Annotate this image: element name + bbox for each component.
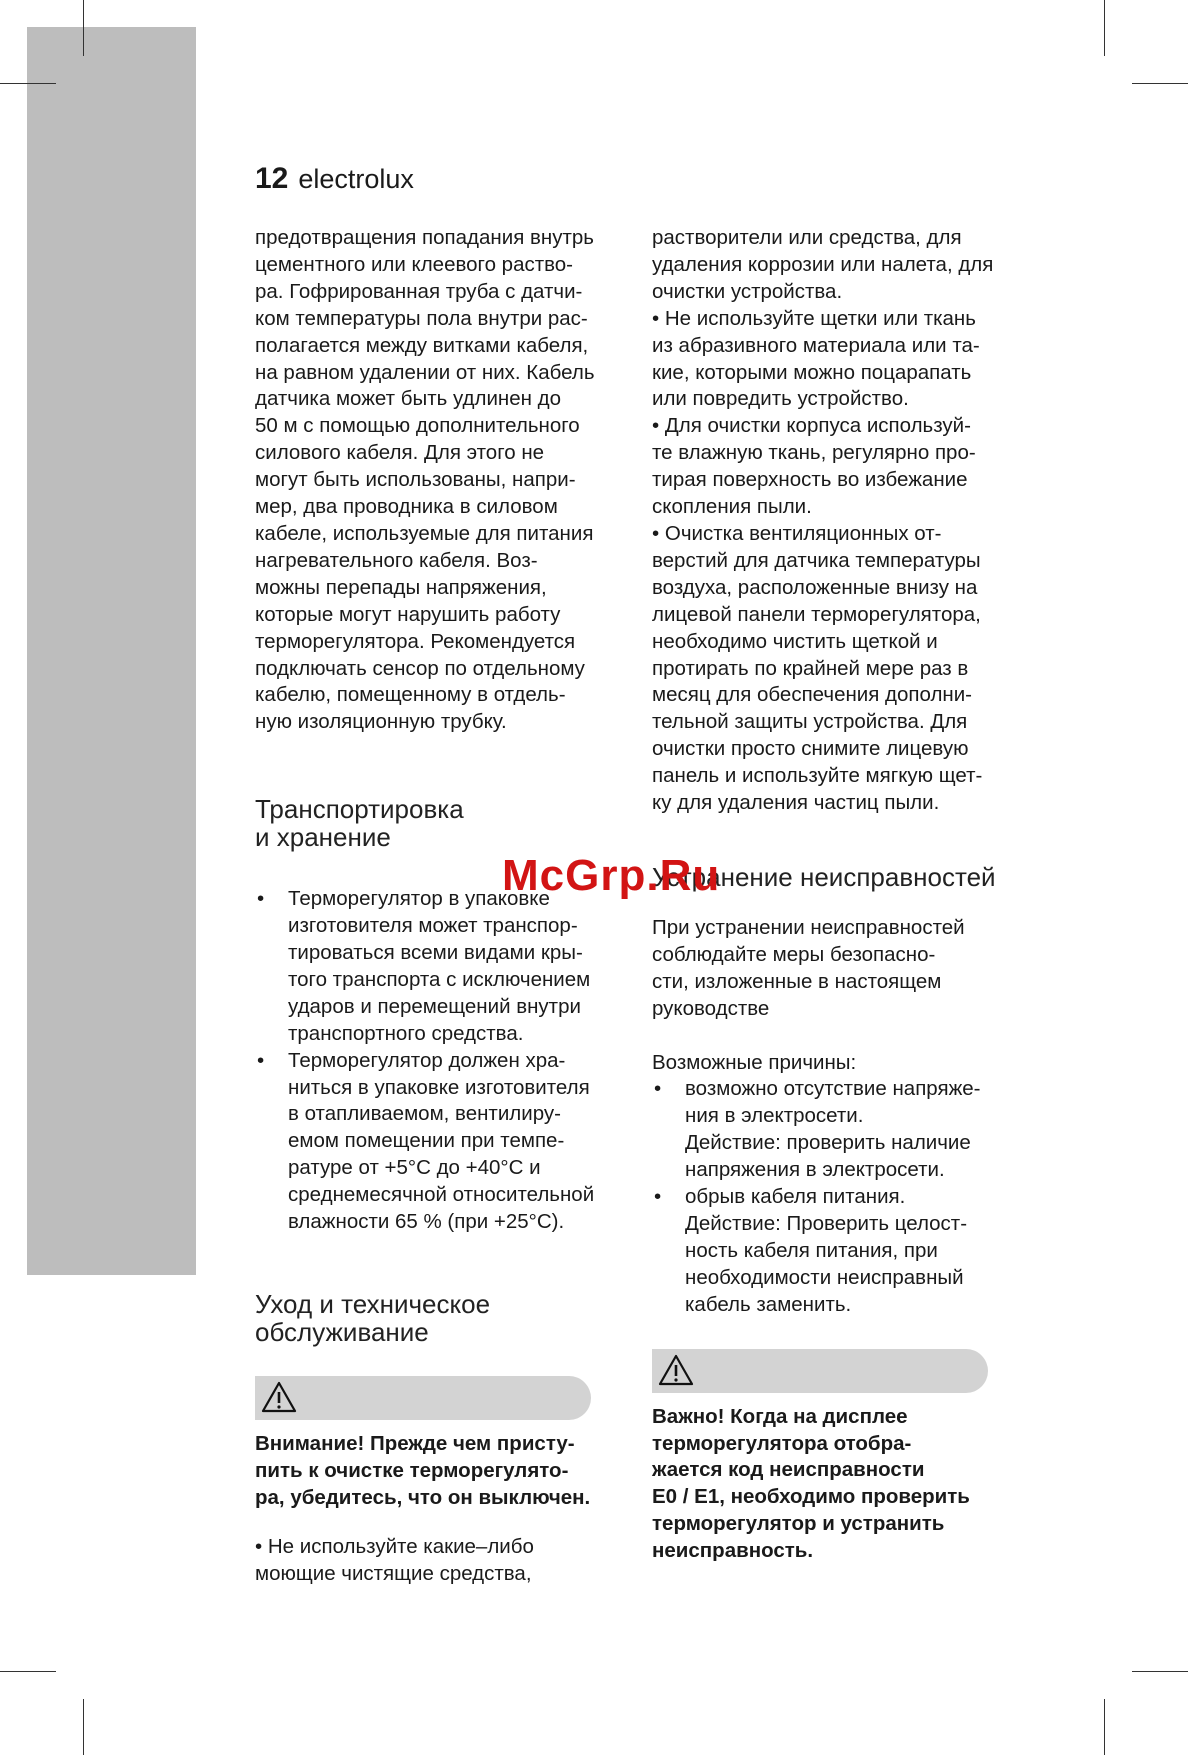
heading-line: Уход и техническое [255,1289,491,1319]
page-number: 12 [255,162,289,195]
text-line: • Не используйте какие–либо [255,1534,534,1558]
text-line: силового кабеля. Для этого не [255,441,545,465]
text-line: Действие: проверить наличие [685,1131,971,1155]
text-line: того транспорта с исключением [288,967,591,991]
text-line: • Для очистки корпуса используй- [652,414,971,438]
text-line: транспортного средства. [288,1021,524,1045]
text-line: цементного или клеевого раство- [255,252,574,276]
text-line: предотвращения попадания внутрь [255,226,594,249]
text-line: которые могут нарушить работу [255,602,561,626]
text-line: кие, которыми можно поцарапать [652,360,972,384]
text-line: тироваться всеми видами кры- [288,941,583,965]
side-tab-band [27,27,196,1275]
text-line: скопления пыли. [652,495,812,519]
text-line: полагается между витками кабеля, [255,333,589,357]
text-line: тирая поверхность во избежание [652,468,968,492]
text-line: Действие: Проверить целост- [685,1212,968,1235]
text-line: возможно отсутствие напряже- [685,1077,981,1101]
list-item [255,886,627,1047]
text-line: кабель заменить. [685,1292,852,1316]
section-heading-troubleshooting: Устранение неисправностей [652,861,996,892]
text-line: ниться в упаковке изготовителя [288,1075,590,1099]
text-line: • Не используйте щетки или ткань [652,306,976,330]
text-line: изготовителя может транспор- [288,914,578,938]
causes-label: Возможные причины: [652,1050,857,1074]
page-header [255,162,414,196]
text-line: Важно! Когда на дисплее [652,1404,908,1428]
text-line: нагревательного кабеля. Воз- [255,548,538,572]
text-line: ра. Гофрированная труба с датчи- [255,279,583,303]
text-line: Терморегулятор в упаковке [288,887,550,911]
text-line: ния в электросети. [685,1104,864,1128]
list-item [652,1076,1024,1184]
text-line: можны перепады напряжения, [255,575,547,599]
text-line: сти, изложенные в настоящем [652,969,942,993]
text-line: в отапливаемом, вентилиру- [288,1102,561,1126]
text-line: панель и используйте мягкую щет- [652,764,983,788]
care-continued-paragraph [652,225,1024,817]
bullet: • [257,1048,265,1072]
text-line: те влажную ткань, регулярно про- [652,441,976,465]
text-line: очистки устройства. [652,279,843,303]
list-item [255,1048,627,1236]
text-line: ность кабеля питания, при [685,1238,938,1262]
warning-triangle-icon [658,1354,694,1386]
text-line: • Очистка вентиляционных от- [652,521,942,545]
text-line: растворители или средства, для [652,226,962,249]
text-line: мер, два проводника в силовом [255,495,558,519]
bullet: • [654,1185,662,1209]
text-line: воздуха, расположенные внизу на [652,575,978,599]
text-line: моющие чистящие средства, [255,1561,532,1585]
text-line: из абразивного материала или та- [652,333,980,357]
text-line: E0 / E1, необходимо проверить [652,1485,970,1509]
text-line: кабелю, помещенному в отдель- [255,683,566,707]
transport-list [255,886,627,1236]
text-line: руководстве [652,996,770,1020]
text-line: При устранении неисправностей [652,915,965,939]
text-line: подключать сенсор по отдельному [255,656,585,680]
crop-mark [1104,1699,1105,1755]
text-line: кабеле, используемые для питания [255,521,594,545]
text-line: удаления коррозии или налета, для [652,252,994,276]
text-line: Внимание! Прежде чем присту- [255,1432,575,1455]
text-line: соблюдайте меры безопасно- [652,942,936,966]
text-line: протирать по крайней мере раз в [652,656,969,680]
list-item [652,1184,1024,1319]
text-line: необходимости неисправный [685,1265,964,1289]
heading-line: Транспортировка [255,794,464,825]
crop-mark [0,83,56,84]
bullet: • [654,1077,662,1101]
text-line: терморегулятора. Рекомендуется [255,629,576,653]
text-line: среднемесячной относительной [288,1183,595,1207]
text-line: терморегулятора отобра- [652,1431,912,1455]
care-warning-text [255,1431,627,1512]
text-line: верстий для датчика температуры [652,548,981,572]
text-line: обрыв кабеля питания. [685,1185,906,1209]
text-line: месяц для обеспечения дополни- [652,683,973,707]
trouble-intro [652,915,1024,1023]
text-line: тельной защиты устройства. Для [652,710,968,734]
intro-paragraph [255,225,627,736]
text-line: влажности 65 % (при +25°С). [288,1210,565,1234]
text-line: датчика может быть удлинен до [255,387,562,411]
text-line: емом помещении при темпе- [288,1129,565,1153]
text-line: пить к очистке терморегулято- [255,1458,569,1482]
text-line: Терморегулятор должен хра- [288,1048,566,1072]
crop-mark [83,0,84,56]
section-heading-transport [255,795,627,851]
heading-line: и хранение [255,822,391,853]
text-line: ратуре от +5°С до +40°С и [288,1156,541,1180]
text-line: необходимо чистить щеткой и [652,629,938,653]
watermark: McGrp.Ru [502,851,721,900]
important-warning-text [652,1404,1024,1565]
crop-mark [1104,0,1105,56]
crop-mark [0,1671,56,1672]
text-line: ку для удаления частиц пыли. [652,791,940,815]
text-line: ра, убедитесь, что он выключен. [255,1485,591,1509]
crop-mark [83,1699,84,1755]
text-line: жается код неисправности [652,1458,925,1482]
left-column [255,225,627,1588]
text-line: неисправность. [652,1539,814,1563]
text-line: терморегулятор и устранить [652,1512,945,1536]
section-heading-care [255,1290,627,1346]
text-line: могут быть использованы, напри- [255,468,576,492]
brand-name: electrolux [298,164,414,194]
warning-triangle-icon [261,1381,297,1413]
text-line: 50 м с помощью дополнительного [255,414,580,438]
text-line: или повредить устройство. [652,387,909,411]
crop-mark [1132,1671,1188,1672]
text-line: напряжения в электросети. [685,1158,945,1182]
care-text [255,1534,627,1588]
text-line: на равном удалении от них. Кабель [255,360,595,384]
text-line: лицевой панели терморегулятора, [652,602,981,626]
causes-list [652,1076,1024,1318]
crop-mark [1132,83,1188,84]
text-line: ком температуры пола внутри рас- [255,306,588,330]
warning-bar [652,1349,988,1393]
heading-line: обслуживание [255,1317,429,1347]
text-line: ударов и перемещений внутри [288,994,581,1018]
bullet: • [257,887,265,911]
text-line: ную изоляционную трубку. [255,710,507,734]
warning-bar [255,1376,591,1420]
text-line: очистки просто снимите лицевую [652,737,969,761]
